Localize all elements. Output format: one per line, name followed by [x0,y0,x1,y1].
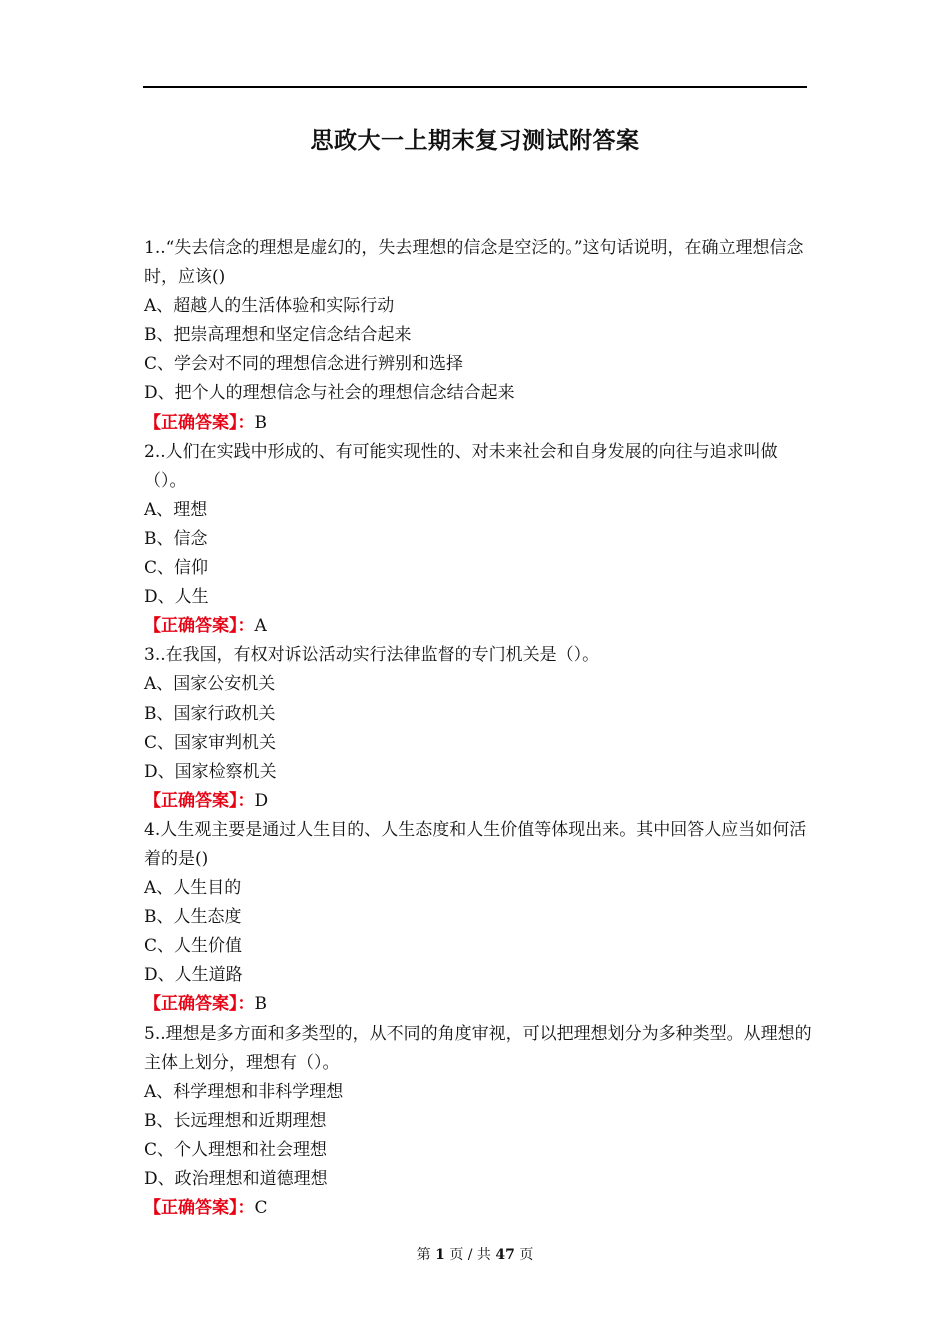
question-1 [144,234,820,438]
answer-row [144,787,820,816]
question-3 [144,641,820,816]
question-stem: 2..人们在实践中形成的、有可能实现性的、对未来社会和自身发展的向往与追求叫做（）。 [144,441,778,491]
question-stem: 1..“失去信念的理想是虚幻的，失去理想的信念是空泛的。”这句话说明，在确立理想信念时，应该() [144,238,804,288]
option-d: D、政治理想和道德理想 [144,1169,328,1189]
answer-label: 【正确答案】： [144,1198,255,1219]
answer-value: B [254,412,267,433]
answer-value: B [254,994,267,1015]
option-a: A、国家公安机关 [144,674,276,695]
option-b: B、长远理想和近期理想 [144,1110,327,1131]
footer-middle: 页 / 共 [449,1247,491,1263]
answer-label: 【正确答案】： [144,412,255,433]
option-d: D、国家检察机关 [144,761,277,782]
option-a: A、科学理想和非科学理想 [144,1081,344,1102]
option-a: A、理想 [144,499,208,520]
question-5 [144,1020,820,1224]
answer-label: 【正确答案】： [144,790,255,811]
option-b: B、把崇高理想和坚定信念结合起来 [144,325,412,346]
answer-value: A [254,616,267,637]
option-c: C、人生价值 [144,936,243,957]
answer-row [144,990,820,1019]
option-c: C、个人理想和社会理想 [144,1139,328,1160]
question-2 [144,438,820,642]
option-a: A、超越人的生活体验和实际行动 [144,296,395,317]
question-list [144,234,820,1223]
answer-row [144,409,820,438]
option-d: D、把个人的理想信念与社会的理想信念结合起来 [144,383,515,404]
footer-prefix: 第 [416,1247,431,1263]
page-footer [0,1244,950,1264]
option-a: A、人生目的 [144,878,242,899]
question-stem: 3..在我国，有权对诉讼活动实行法律监督的专门机关是（）。 [144,645,600,666]
option-c: C、信仰 [144,558,209,579]
question-stem: 4.人生观主要是通过人生目的、人生态度和人生价值等体现出来。其中回答人应当如何活着的是() [144,819,807,869]
total-page-count: 47 [495,1247,515,1263]
answer-row [144,612,820,641]
question-stem: 5..理想是多方面和多类型的，从不同的角度审视，可以把理想划分为多种类型。从理想的主体上划分，理想有（）。 [144,1023,812,1073]
option-b: B、国家行政机关 [144,703,276,724]
option-c: C、国家审判机关 [144,732,277,753]
option-c: C、学会对不同的理想信念进行辨别和选择 [144,354,464,375]
option-d: D、人生 [144,587,209,608]
answer-label: 【正确答案】： [144,616,255,637]
answer-value: C [254,1198,268,1219]
answer-value: D [254,790,269,811]
answer-label: 【正确答案】： [144,994,255,1015]
option-d: D、人生道路 [144,965,243,986]
header-rule [143,86,807,88]
document-title: 思政大一上期末复习测试附答案 [310,127,640,154]
footer-suffix: 页 [519,1247,534,1263]
option-b: B、信念 [144,528,208,549]
option-b: B、人生态度 [144,907,242,928]
question-4 [144,816,820,1020]
answer-row [144,1194,820,1223]
current-page-number: 1 [435,1247,445,1263]
